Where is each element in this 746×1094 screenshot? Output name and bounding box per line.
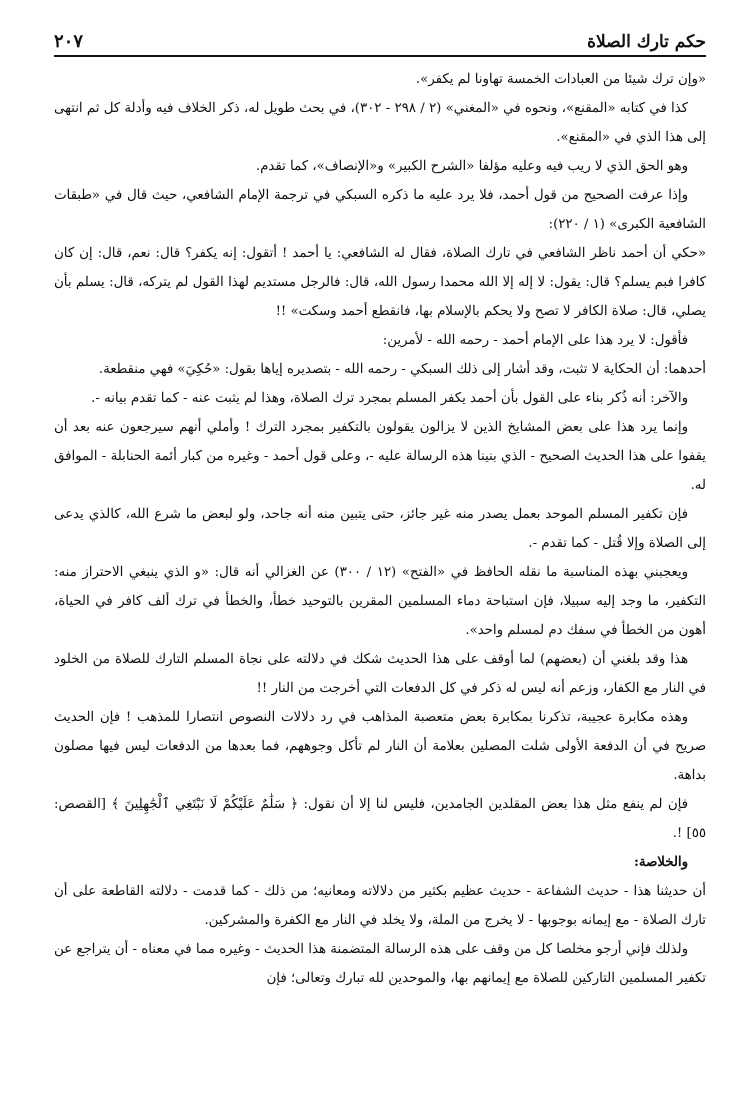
body-paragraph: فإن لم ينفع مثل هذا بعض المقلدين الجامدين، فليس لنا إلا أن نقول: ﴿ سَلَٰمٌ عَلَيْكُمْ لَا نَبْتَغِي ٱلْجَٰهِلِينَ ﴾ [القصص: ٥٥] !. (54, 797, 706, 841)
quote-paragraph: «وإن ترك شيئا من العبادات الخمسة تهاونا لم يكفر». (415, 72, 706, 87)
body-paragraph: هذا وقد بلغني أن (بعضهم) لما أوقف على هذا الحديث شكك في دلالته على نجاة المسلم التارك للصلاة من الخلود في النار مع الكفار، وزعم أنه ليس له ذكر في كل الدفعات التي أخرجت من النار !! (54, 652, 706, 696)
body-paragraph: وهذه مكابرة عجيبة، تذكرنا بمكابرة بعض متعصبة المذاهب في رد دلالات النصوص انتصارا للمذهب ! فإن الحديث صريح في أن الدفعة الأولى شلت المصلين بعلامة أن النار لم تأكل وجوههم، فما بعدها من الدفعات ليس فيها مصلون بداهة. (54, 710, 706, 783)
body-paragraph: وهو الحق الذي لا ريب فيه وعليه مؤلفا «الشرح الكبير» و«الإنصاف»، كما تقدم. (255, 159, 688, 174)
running-header (54, 22, 706, 57)
body-paragraph: وإذا عرفت الصحيح من قول أحمد، فلا يرد عليه ما ذكره السبكي في ترجمة الإمام الشافعي، حيث قال في «طبقات الشافعية الكبرى» (١ / ٢٢٠): (54, 188, 706, 232)
body-paragraph: وإنما يرد هذا على بعض المشايخ الذين لا يزالون يقولون بالتكفير بمجرد الترك ! وأملي أنهم سيرجعون عنه بعد أن يقفوا على هذا الحديث الصحيح - الذي بنينا هذه الرسالة عليه -، وعلى قول أحمد - وغيره من كبار أئمة الحنابلة - الموافق له. (54, 420, 706, 493)
body-paragraph: والآخر: أنه ذُكر بناء على القول بأن أحمد يكفر المسلم بمجرد ترك الصلاة، وهذا لم يثبت عنه - كما تقدم بيانه -. (91, 391, 688, 406)
body-paragraph: أحدهما: أن الحكاية لا تثبت، وقد أشار إلى ذلك السبكي - رحمه الله - بتصديره إياها بقول: «حُكِيَ» فهي منقطعة. (98, 362, 706, 377)
running-title: حكم تارك الصلاة (587, 32, 706, 52)
body-paragraph: ويعجبني بهذه المناسبة ما نقله الحافظ في «الفتح» (١٢ / ٣٠٠) عن الغزالي أنه قال: «و الذي ينبغي الاحتراز منه: التكفير، ما وجد إليه سبيلا، فإن استباحة دماء المسلمين المقرين بالتوحيد خطأ، والخطأ في ترك ألف كافر في الحياة، أهون من الخطأ في سفك دم لمسلم واحد». (54, 565, 706, 638)
body-paragraph: فإن تكفير المسلم الموحد بعمل يصدر منه غير جائز، حتى يتبين منه أنه جاحد، ولو لبعض ما شرع الله، كالذي يدعى إلى الصلاة وإلا قُتل - كما تقدم -. (54, 507, 706, 551)
page-body (54, 65, 706, 993)
book-page (54, 22, 706, 993)
body-paragraph: ولذلك فإني أرجو مخلصا كل من وقف على هذه الرسالة المتضمنة هذا الحديث - وغيره مما في معناه - أن يتراجع عن تكفير المسلمين التاركين للصلاة مع إيمانهم بها، والموحدين لله تبارك وتعالى؛ فإن (54, 942, 706, 986)
body-paragraph: كذا في كتابه «المقنع»، ونحوه في «المغني» (٢ / ٢٩٨ - ٣٠٢)، في بحث طويل له، ذكر الخلاف فيه وأدلة كل ثم انتهى إلى هذا الذي في «المقنع». (54, 101, 706, 145)
body-paragraph: فأقول: لا يرد هذا على الإمام أحمد - رحمه الله - لأمرين: (382, 333, 688, 348)
page-number: ٢٠٧ (54, 31, 84, 52)
quote-paragraph: «حكي أن أحمد ناظر الشافعي في تارك الصلاة، فقال له الشافعي: يا أحمد ! أتقول: إنه يكفر؟ قال: نعم، قال: إن كان كافرا فبم يسلم؟ قال: يقول: لا إله إلا الله محمدا رسول الله، قال: فالرجل مستديم لهذا القول لم يتركه، قال: يسلم بأن يصلي، قال: صلاة الكافر لا تصح ولا يحكم بالإسلام بها، فانقطع أحمد وسكت» !! (54, 246, 706, 319)
section-heading: والخلاصة: (633, 855, 688, 870)
body-paragraph: أن حديثنا هذا - حديث الشفاعة - حديث عظيم بكثير من دلالاته ومعانيه؛ من ذلك - كما قدمت - دلالته القاطعة على أن تارك الصلاة - مع إيمانه بوجوبها - لا يخرج من الملة، ولا يخلد في النار مع الكفرة والمشركين. (54, 884, 706, 928)
